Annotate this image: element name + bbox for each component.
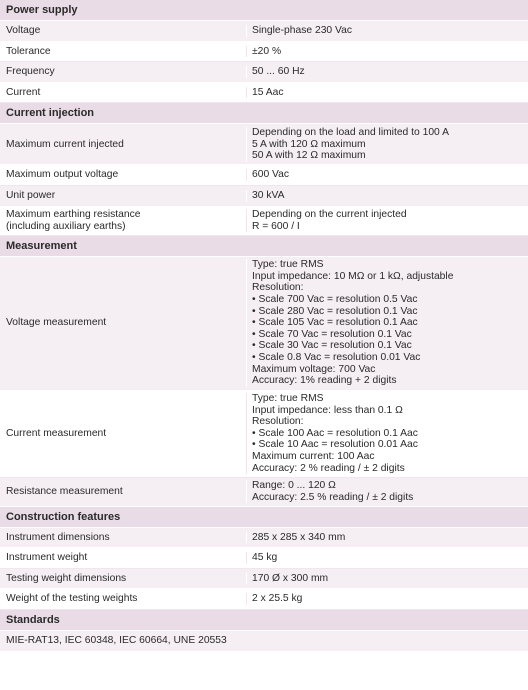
spec-full-text: MIE-RAT13, IEC 60348, IEC 60664, UNE 20553 — [6, 634, 227, 646]
spec-label — [0, 552, 246, 564]
spec-value — [246, 393, 528, 474]
spec-label-line: Tolerance — [6, 45, 51, 57]
spec-value-line: 2 x 25.5 kg — [252, 593, 303, 605]
spec-label — [0, 532, 246, 544]
spec-value-line: • Scale 280 Vac = resolution 0.1 Vac — [252, 305, 418, 317]
spec-row — [0, 528, 528, 549]
spec-label-line: Testing weight dimensions — [6, 572, 127, 584]
spec-value-line: Accuracy: 2.5 % reading / ± 2 digits — [252, 491, 414, 503]
spec-value — [246, 127, 528, 162]
spec-label — [0, 46, 246, 58]
spec-value — [246, 87, 528, 99]
spec-value-line: Range: 0 ... 120 Ω — [252, 479, 336, 491]
spec-label-line: (including auxiliary earths) — [6, 220, 126, 232]
spec-label — [0, 66, 246, 78]
spec-label-line: Unit power — [6, 189, 56, 201]
section-header: Current injection — [0, 103, 528, 124]
spec-row — [0, 83, 528, 104]
spec-value-line: 170 Ø x 300 mm — [252, 572, 329, 584]
spec-label-line: Frequency — [6, 66, 55, 78]
spec-value — [246, 46, 528, 58]
spec-value-line: • Scale 0.8 Vac = resolution 0.01 Vac — [252, 352, 421, 364]
section-header: Standards — [0, 610, 528, 631]
spec-row — [0, 124, 528, 165]
spec-label-line: Weight of the testing weights — [6, 593, 138, 605]
spec-label — [0, 573, 246, 585]
spec-value — [246, 593, 528, 605]
spec-label — [0, 87, 246, 99]
spec-row — [0, 186, 528, 207]
spec-value-line: 285 x 285 x 340 mm — [252, 531, 346, 543]
spec-value — [246, 190, 528, 202]
spec-value-line: 30 kVA — [252, 189, 285, 201]
spec-value-line: Resolution: — [252, 416, 304, 428]
spec-row — [0, 569, 528, 590]
spec-value-line: Depending on the current injected — [252, 208, 407, 220]
spec-label — [0, 317, 246, 329]
spec-value-line: 5 A with 120 Ω maximum — [252, 138, 366, 150]
spec-row — [0, 478, 528, 507]
spec-value-line: • Scale 10 Aac = resolution 0.01 Aac — [252, 439, 418, 451]
spec-value — [246, 573, 528, 585]
spec-label-line: Voltage — [6, 25, 41, 36]
spec-row — [0, 42, 528, 63]
spec-value-line: • Scale 30 Vac = resolution 0.1 Vac — [252, 340, 412, 352]
spec-value — [246, 25, 528, 37]
spec-value — [246, 259, 528, 387]
spec-row — [0, 207, 528, 236]
spec-row — [0, 165, 528, 186]
spec-value-line: 15 Aac — [252, 86, 284, 98]
spec-label — [0, 169, 246, 181]
spec-value-line: • Scale 70 Vac = resolution 0.1 Vac — [252, 328, 412, 340]
spec-value-line: • Scale 105 Vac = resolution 0.1 Aac — [252, 317, 418, 329]
spec-label — [0, 25, 246, 37]
spec-label-line: Current measurement — [6, 427, 107, 439]
spec-value-line: 45 kg — [252, 552, 278, 564]
spec-label-line: Current — [6, 86, 41, 98]
spec-row — [0, 589, 528, 610]
spec-value-line: ±20 % — [252, 45, 282, 57]
spec-value — [246, 209, 528, 232]
spec-value — [246, 480, 528, 503]
spec-label-line: Resistance measurement — [6, 485, 123, 497]
spec-row — [0, 257, 528, 391]
spec-value-line: • Scale 100 Aac = resolution 0.1 Aac — [252, 427, 418, 439]
spec-value-line: 50 ... 60 Hz — [252, 66, 305, 78]
spec-label-line: Maximum current injected — [6, 138, 124, 150]
spec-row — [0, 391, 528, 478]
spec-row — [0, 631, 528, 652]
spec-row — [0, 21, 528, 42]
spec-value — [246, 169, 528, 181]
spec-value-line: R = 600 / I — [252, 220, 300, 232]
spec-value-line: Type: true RMS — [252, 392, 324, 404]
section-header: Construction features — [0, 507, 528, 528]
spec-value — [246, 552, 528, 564]
section-header: Measurement — [0, 236, 528, 257]
spec-value-line: Single-phase 230 Vac — [252, 25, 352, 36]
spec-value-line: Accuracy: 2 % reading / ± 2 digits — [252, 462, 405, 474]
spec-row — [0, 62, 528, 83]
section-header: Power supply — [0, 0, 528, 21]
spec-value-line: Accuracy: 1% reading + 2 digits — [252, 375, 397, 387]
spec-label-line: Instrument weight — [6, 552, 88, 564]
spec-value-line: Maximum voltage: 700 Vac — [252, 363, 376, 375]
spec-label-line: Maximum output voltage — [6, 169, 119, 181]
spec-value-line: 50 A with 12 Ω maximum — [252, 150, 366, 162]
spec-label — [0, 139, 246, 151]
spec-value-line: Input impedance: less than 0.1 Ω — [252, 404, 403, 416]
spec-label-line: Instrument dimensions — [6, 531, 110, 543]
spec-value — [246, 532, 528, 544]
spec-value-line: Input impedance: 10 MΩ or 1 kΩ, adjustable — [252, 270, 454, 282]
spec-value-line: • Scale 700 Vac = resolution 0.5 Vac — [252, 294, 418, 306]
spec-value-line: Depending on the load and limited to 100 A — [252, 126, 449, 138]
spec-value-line: Resolution: — [252, 282, 304, 294]
spec-label-line: Maximum earthing resistance — [6, 208, 141, 220]
spec-label-line: Voltage measurement — [6, 317, 107, 329]
spec-label — [0, 486, 246, 498]
spec-value — [246, 66, 528, 78]
spec-label — [0, 209, 246, 232]
spec-label — [0, 190, 246, 202]
spec-value-line: 600 Vac — [252, 169, 290, 181]
spec-label — [0, 593, 246, 605]
spec-label — [0, 428, 246, 440]
spec-value-line: Maximum current: 100 Aac — [252, 450, 375, 462]
spec-row — [0, 548, 528, 569]
spec-value-line: Type: true RMS — [252, 259, 324, 271]
